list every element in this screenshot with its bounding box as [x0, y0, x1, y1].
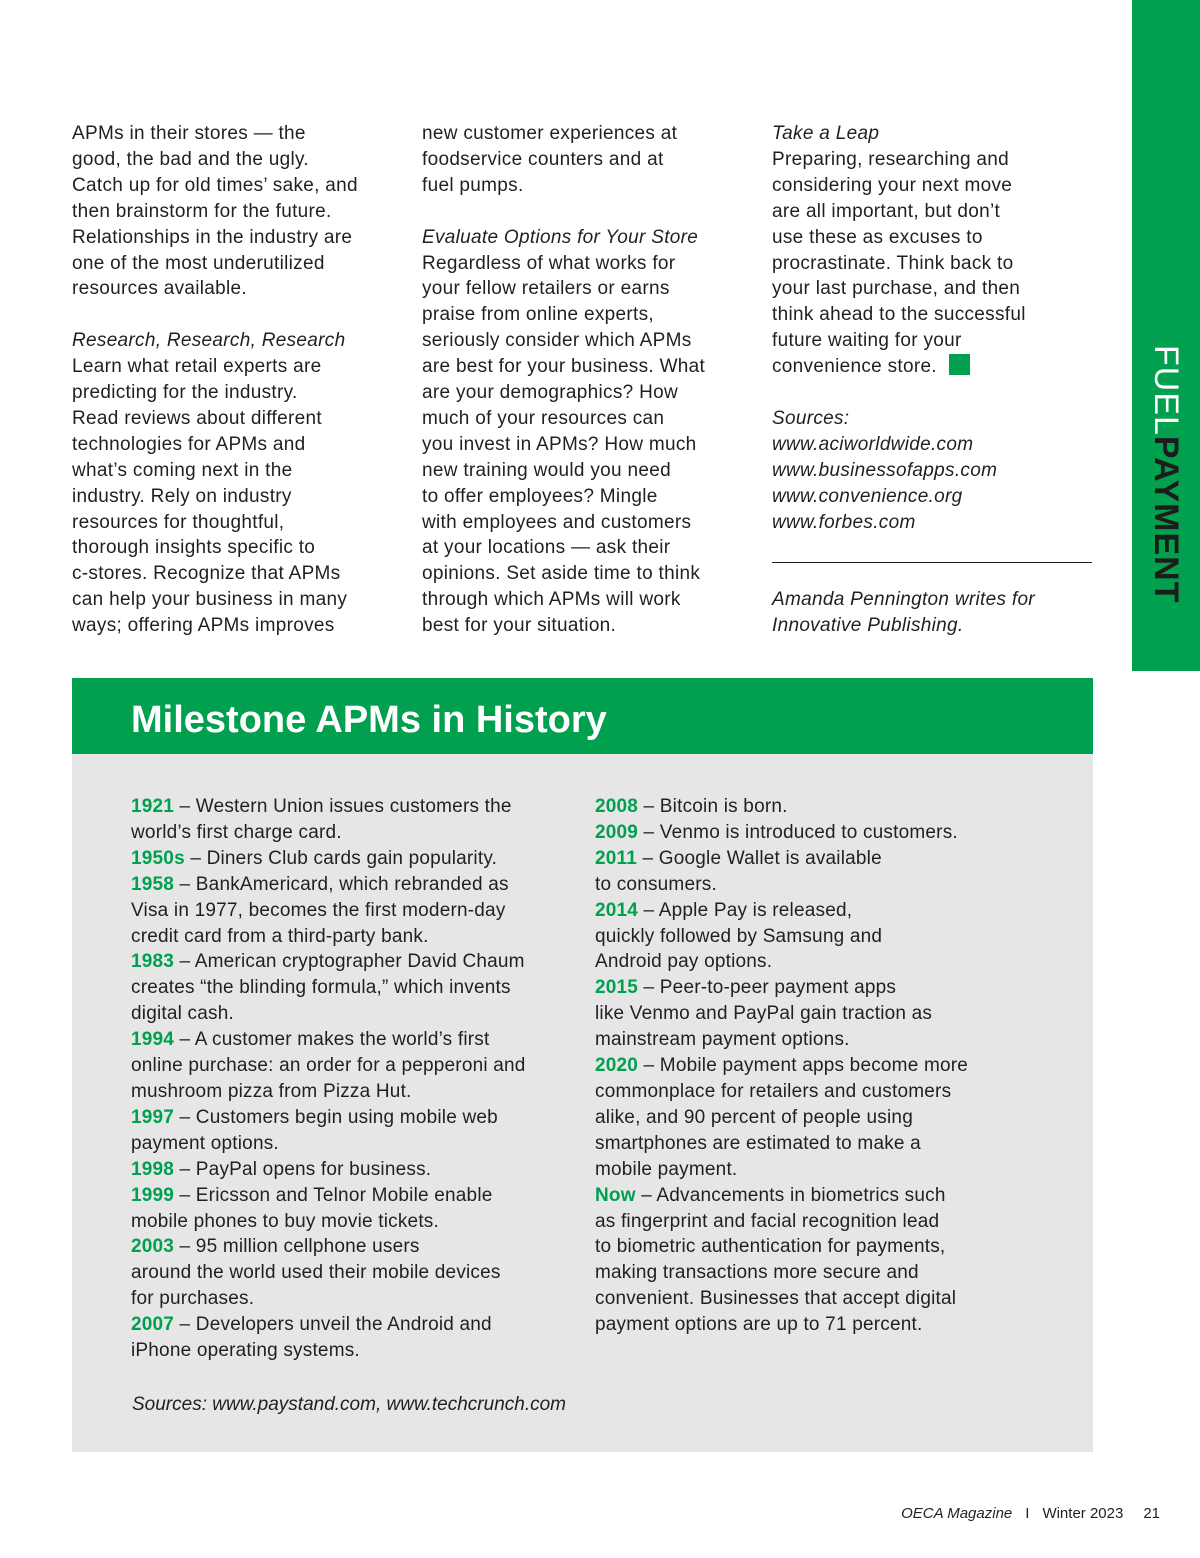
milestone-line [595, 1027, 968, 1053]
milestone-line [131, 794, 526, 820]
text-line: procrastinate. Think back to [772, 252, 1014, 274]
milestone-year: 1999 [131, 1184, 175, 1206]
milestone-year: 2007 [131, 1314, 175, 1336]
milestone-text: – Google Wallet is available [637, 847, 882, 869]
milestone-text: Android pay options. [595, 951, 773, 973]
milestone-line [131, 1260, 526, 1286]
milestone-line [131, 924, 526, 950]
section-heading: Research, Research, Research [72, 330, 346, 352]
milestone-year: 2009 [595, 821, 639, 843]
milestone-line [131, 975, 526, 1001]
milestone-line [595, 949, 968, 975]
milestone-line [595, 1209, 968, 1235]
milestone-year: 1958 [131, 873, 175, 895]
milestone-line [131, 820, 526, 846]
milestone-line [595, 820, 968, 846]
text-line: through which APMs will work [422, 589, 681, 611]
milestone-line [595, 924, 968, 950]
milestone-text: mainstream payment options. [595, 1029, 850, 1051]
milestone-text: payment options. [131, 1132, 279, 1154]
milestone-year: Now [595, 1184, 636, 1206]
col3-section [772, 121, 1102, 380]
milestone-text: – Mobile payment apps become more [638, 1055, 969, 1077]
milestone-text: – Advancements in biometrics such [635, 1184, 946, 1206]
text-line: at your locations — ask their [422, 537, 671, 559]
text-line: Learn what retail experts are [72, 356, 322, 378]
milestone-year: 2020 [595, 1055, 639, 1077]
milestone-year: 1950s [131, 847, 185, 869]
article-column-3 [772, 121, 1102, 535]
text-line: then brainstorm for the future. [72, 200, 332, 222]
section-tab-label [1149, 345, 1183, 604]
milestone-line [595, 1079, 968, 1105]
text-line: one of the most underutilized [72, 252, 325, 274]
milestone-year: 2008 [595, 796, 639, 817]
footer-magazine: OECA Magazine [901, 1505, 1013, 1522]
milestone-line [131, 1027, 526, 1053]
text-line: opinions. Set aside time to think [422, 563, 701, 585]
milestone-text: – American cryptographer David Chaum [174, 951, 525, 973]
text-line: think ahead to the successful [772, 304, 1026, 326]
milestone-text: – Apple Pay is released, [638, 899, 853, 921]
col1-intro [72, 121, 402, 302]
sources-label: Sources: [772, 407, 850, 429]
milestone-text: quickly followed by Samsung and [595, 925, 883, 947]
text-line: new training would you need [422, 459, 671, 481]
milestone-text: for purchases. [131, 1288, 255, 1310]
milestone-year: 2014 [595, 899, 639, 921]
milestone-line [595, 898, 968, 924]
milestone-line [595, 794, 968, 820]
text-line: new customer experiences at [422, 123, 678, 144]
milestone-year: 1921 [131, 796, 175, 817]
milestone-text: alike, and 90 percent of people using [595, 1106, 913, 1128]
milestone-text: commonplace for retailers and customers [595, 1080, 952, 1102]
text-line: considering your next move [772, 174, 1013, 196]
milestone-text: as fingerprint and facial recognition lead [595, 1210, 940, 1232]
text-line: resources available. [72, 278, 247, 300]
text-line: you invest in APMs? How much [422, 433, 697, 455]
milestone-text: mobile payment. [595, 1158, 738, 1180]
text-line: Read reviews about different [72, 407, 322, 429]
milestone-line [595, 1001, 968, 1027]
milestone-line [595, 1312, 968, 1338]
col2-intro [422, 121, 752, 199]
milestone-year: 1998 [131, 1158, 175, 1180]
col3-sources [772, 406, 1102, 536]
col2-section [422, 225, 752, 640]
milestone-text: credit card from a third-party bank. [131, 925, 429, 947]
milestone-line [595, 1105, 968, 1131]
milestone-line [131, 1312, 526, 1338]
text-line: resources for thoughtful, [72, 511, 285, 533]
milestone-text: digital cash. [131, 1003, 234, 1025]
milestone-line [131, 1338, 526, 1364]
milestone-text: smartphones are estimated to make a [595, 1132, 921, 1154]
milestone-text: – Western Union issues customers the [174, 796, 512, 817]
milestone-year: 1994 [131, 1029, 175, 1051]
text-line: with employees and customers [422, 511, 692, 533]
source-link[interactable]: www.convenience.org [772, 485, 963, 507]
milestone-text: – PayPal opens for business. [174, 1158, 432, 1180]
milestones-column-right [595, 794, 968, 1338]
section-heading: Evaluate Options for Your Store [422, 226, 699, 248]
milestones-sources: Sources: www.paystand.com, www.techcrunch.com [132, 1394, 567, 1415]
text-line: fuel pumps. [422, 174, 524, 196]
section-tab-bold: PAYMENT [1147, 435, 1185, 604]
milestone-year: 1983 [131, 951, 175, 973]
milestone-text: payment options are up to 71 percent. [595, 1314, 923, 1336]
milestone-line [595, 1053, 968, 1079]
milestone-text: – Developers unveil the Android and [174, 1314, 492, 1336]
byline-line: Amanda Pennington writes for [772, 589, 1035, 610]
milestones-title: Milestone APMs in History [131, 699, 607, 741]
milestone-line [131, 1105, 526, 1131]
milestone-text: world’s first charge card. [131, 821, 342, 843]
text-line: Regardless of what works for [422, 252, 676, 274]
end-mark-icon [949, 354, 970, 375]
milestone-line [131, 846, 526, 872]
milestone-line [131, 1157, 526, 1183]
milestone-line [131, 898, 526, 924]
milestone-line [131, 1209, 526, 1235]
milestone-text: around the world used their mobile devices [131, 1262, 501, 1284]
milestone-text: iPhone operating systems. [131, 1340, 360, 1362]
milestone-line [131, 1286, 526, 1312]
milestone-text: – Ericsson and Telnor Mobile enable [174, 1184, 493, 1206]
page-footer [901, 1503, 1160, 1525]
milestone-line [131, 1234, 526, 1260]
milestone-line [131, 949, 526, 975]
text-line: Relationships in the industry are [72, 226, 353, 248]
source-link[interactable]: www.forbes.com [772, 511, 916, 533]
text-line: your fellow retailers or earns [422, 278, 670, 300]
text-line: technologies for APMs and [72, 433, 306, 455]
milestone-text: – A customer makes the world’s first [174, 1029, 490, 1051]
milestone-line [595, 846, 968, 872]
milestone-text: online purchase: an order for a pepperoni and [131, 1055, 526, 1077]
milestone-text: – Peer-to-peer payment apps [638, 977, 897, 999]
milestone-line [131, 1053, 526, 1079]
milestone-text: – Customers begin using mobile web [174, 1106, 498, 1128]
text-line: good, the bad and the ugly. [72, 148, 309, 170]
text-line: c-stores. Recognize that APMs [72, 563, 341, 585]
milestone-year: 2015 [595, 977, 639, 999]
author-byline [772, 587, 1035, 639]
milestone-line [595, 975, 968, 1001]
milestone-line [595, 1260, 968, 1286]
milestone-line [131, 1183, 526, 1209]
text-line: much of your resources can [422, 407, 665, 429]
footer-separator: I [1025, 1505, 1030, 1522]
text-line: praise from online experts, [422, 304, 654, 326]
text-line: are best for your business. What [422, 356, 706, 378]
page-number: 21 [1143, 1505, 1160, 1522]
milestone-text: like Venmo and PayPal gain traction as [595, 1003, 933, 1025]
text-line: are all important, but don’t [772, 200, 1001, 222]
milestone-text: mobile phones to buy movie tickets. [131, 1210, 439, 1232]
milestone-text: to biometric authentication for payments, [595, 1236, 946, 1258]
milestone-line [131, 872, 526, 898]
text-line-content: convenience store. [772, 356, 937, 378]
article-column-1 [72, 121, 402, 639]
text-line: what’s coming next in the [72, 459, 293, 481]
milestone-line [595, 1131, 968, 1157]
source-link[interactable]: www.businessofapps.com [772, 459, 998, 481]
text-line: APMs in their stores — the [72, 123, 306, 144]
milestone-text: to consumers. [595, 873, 717, 895]
footer-issue: Winter 2023 [1042, 1505, 1124, 1522]
milestone-year: 2003 [131, 1236, 175, 1258]
text-line: future waiting for your [772, 330, 962, 352]
byline-divider [772, 562, 1092, 563]
text-line: are your demographics? How [422, 382, 678, 404]
milestone-text: Visa in 1977, becomes the first modern-day [131, 899, 506, 921]
milestone-text: – 95 million cellphone users [174, 1236, 420, 1258]
text-line: predicting for the industry. [72, 382, 298, 404]
milestone-line [595, 1286, 968, 1312]
col1-section [72, 328, 402, 639]
milestone-line [595, 872, 968, 898]
milestone-line [131, 1001, 526, 1027]
milestone-line [131, 1131, 526, 1157]
text-line: your last purchase, and then [772, 278, 1021, 300]
milestone-text: making transactions more secure and [595, 1262, 919, 1284]
text-line: thorough insights specific to [72, 537, 316, 559]
text-line: to offer employees? Mingle [422, 485, 658, 507]
milestone-text: – Venmo is introduced to customers. [638, 821, 958, 843]
text-line: best for your situation. [422, 615, 617, 637]
text-line: can help your business in many [72, 589, 348, 611]
text-line: ways; offering APMs improves [72, 615, 335, 637]
text-line: industry. Rely on industry [72, 485, 292, 507]
text-line: use these as excuses to [772, 226, 983, 248]
article-column-2 [422, 121, 752, 639]
section-heading: Take a Leap [772, 123, 880, 144]
section-tab-light: FUEL [1147, 345, 1185, 436]
milestone-text: – Diners Club cards gain popularity. [184, 847, 498, 869]
milestone-text: convenient. Businesses that accept digital [595, 1288, 957, 1310]
milestones-column-left [131, 794, 526, 1364]
source-link[interactable]: www.aciworldwide.com [772, 433, 974, 455]
text-line [772, 354, 1102, 380]
milestone-line [595, 1183, 968, 1209]
milestone-line [595, 1157, 968, 1183]
milestone-text: – Bitcoin is born. [638, 796, 788, 817]
milestone-year: 2011 [595, 847, 638, 869]
milestone-text: – BankAmericard, which rebranded as [174, 873, 509, 895]
text-line: Preparing, researching and [772, 148, 1009, 170]
milestone-year: 1997 [131, 1106, 175, 1128]
text-line: seriously consider which APMs [422, 330, 692, 352]
milestone-text: creates “the blinding formula,” which invents [131, 977, 511, 999]
byline-line: Innovative Publishing. [772, 614, 964, 636]
milestone-text: mushroom pizza from Pizza Hut. [131, 1080, 412, 1102]
milestone-line [131, 1079, 526, 1105]
milestone-line [595, 1234, 968, 1260]
text-line: Catch up for old times’ sake, and [72, 174, 358, 196]
text-line: foodservice counters and at [422, 148, 664, 170]
